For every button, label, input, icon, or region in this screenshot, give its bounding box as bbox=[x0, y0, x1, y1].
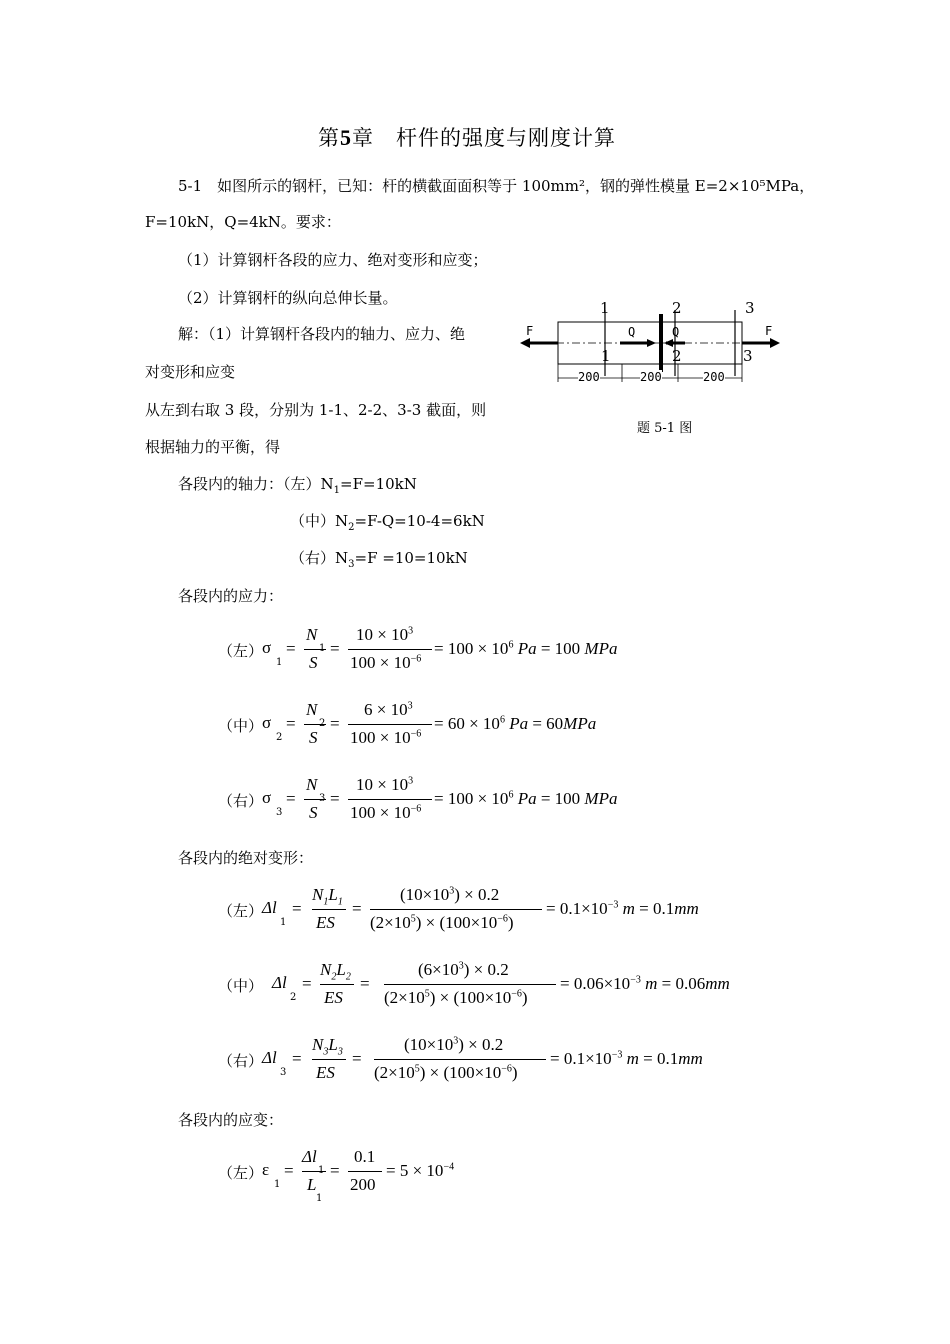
figure-caption: 题 5-1 图 bbox=[637, 421, 693, 436]
stress-row-left: （左） σ 1 = N S = $10 \times 10^3$ $100 \times 10^{-6}$ = $100 \times 10^6$ Pa = 100 MPa bbox=[218, 625, 618, 672]
section-bottom-2: 2 bbox=[672, 347, 682, 365]
section-bottom-3: 3 bbox=[743, 347, 753, 365]
axial-mid: （中）$N_2=F-Q=10-4=6kN$ bbox=[290, 512, 485, 533]
solution-line-1: 解：（1）计算钢杆各段内的轴力、应力、绝 bbox=[178, 325, 466, 343]
epsilon-symbol: ε bbox=[262, 1160, 270, 1179]
dim-3: 200 bbox=[703, 370, 725, 384]
section-top-2: 2 bbox=[672, 299, 682, 317]
problem-line-1: 5-1 如图所示的钢杆，已知：杆的横截面面积等于 100mm²，钢的弹性模量 E=2×10⁵MPa， bbox=[178, 177, 815, 195]
axial-heading: 各段内的轴力：（左）$N_1=F=10kN$ bbox=[178, 475, 417, 496]
requirement-2: （2）计算钢杆的纵向总伸长量。 bbox=[178, 289, 398, 307]
strain-row-left: （左） ε 1 = Δl L 1 = 0.1 200 = $5 \times 10^{-4}$ bbox=[218, 1147, 455, 1204]
deform-row-left: （左） Δl 1 = $N_1L_1$ ES = $(10\times 10^3) \times 0.2$ $(2\times 10^5) \times (100\times 10^{-6})$ = $0.1\times 10^{-3}$ m = 0.1mm bbox=[218, 885, 699, 932]
deform-row-right: （右） Δl 3 = $N_3L_3$ ES = $(10\times 10^3) \times 0.2$ $(2\times 10^5) \times (100\times 10^{-6})$ = $0.1\times 10^{-3}$ m = 0.1mm bbox=[218, 1035, 703, 1082]
sigma-symbol: σ bbox=[262, 788, 272, 807]
q-label-left: Q bbox=[628, 325, 636, 339]
section-bottom-1: 1 bbox=[601, 347, 611, 365]
delta-l-symbol: Δl bbox=[262, 1048, 277, 1067]
sigma-symbol: σ bbox=[262, 713, 272, 732]
stress-row-right: （右） σ 3 = N S = $10 \times 10^3$ $100 \times 10^{-6}$ = $100 \times 10^6$ Pa = 100 MPa bbox=[218, 775, 618, 822]
deform-heading: 各段内的绝对变形： bbox=[178, 849, 314, 867]
dim-2: 200 bbox=[640, 370, 662, 384]
section-top-3: 3 bbox=[745, 299, 755, 317]
sigma-symbol: σ bbox=[262, 638, 272, 657]
solution-line-4: 根据轴力的平衡，得 bbox=[145, 438, 281, 456]
force-label-right: F bbox=[765, 324, 773, 338]
solution-line-2: 对变形和应变 bbox=[145, 363, 236, 381]
delta-l-symbol: Δl bbox=[272, 973, 287, 992]
delta-l-symbol: Δl bbox=[262, 898, 277, 917]
force-label-left: F bbox=[526, 324, 534, 338]
page-title: 第5章 杆件的强度与刚度计算 bbox=[318, 125, 616, 150]
q-label-right: Q bbox=[672, 325, 680, 339]
stress-heading: 各段内的应力： bbox=[178, 587, 284, 605]
deform-row-mid: （中） Δl 2 = $N_2L_2$ ES = $(6\times 10^3) \times 0.2$ $(2\times 10^5) \times (100\times 10^{-6})$ = $0.06\times 10^{-3}$ m = 0.06mm bbox=[218, 960, 730, 1007]
stress-row-mid: （中） σ 2 = N S = $6 \times 10^3$ $100 \times 10^{-6}$ = $60 \times 10^6$ Pa = 60MPa bbox=[218, 700, 597, 747]
requirement-1: （1）计算钢杆各段的应力、绝对变形和应变； bbox=[178, 251, 488, 269]
solution-line-3: 从左到右取 3 段，分别为 1-1、2-2、3-3 截面，则 bbox=[145, 401, 487, 419]
axial-right: （右）$N_3=F =10=10kN$ bbox=[290, 549, 468, 570]
section-top-1: 1 bbox=[600, 299, 610, 317]
dim-1: 200 bbox=[578, 370, 600, 384]
problem-line-2: F=10kN，Q=4kN。要求： bbox=[145, 213, 341, 231]
bar-figure bbox=[520, 296, 790, 396]
strain-heading: 各段内的应变： bbox=[178, 1111, 284, 1129]
